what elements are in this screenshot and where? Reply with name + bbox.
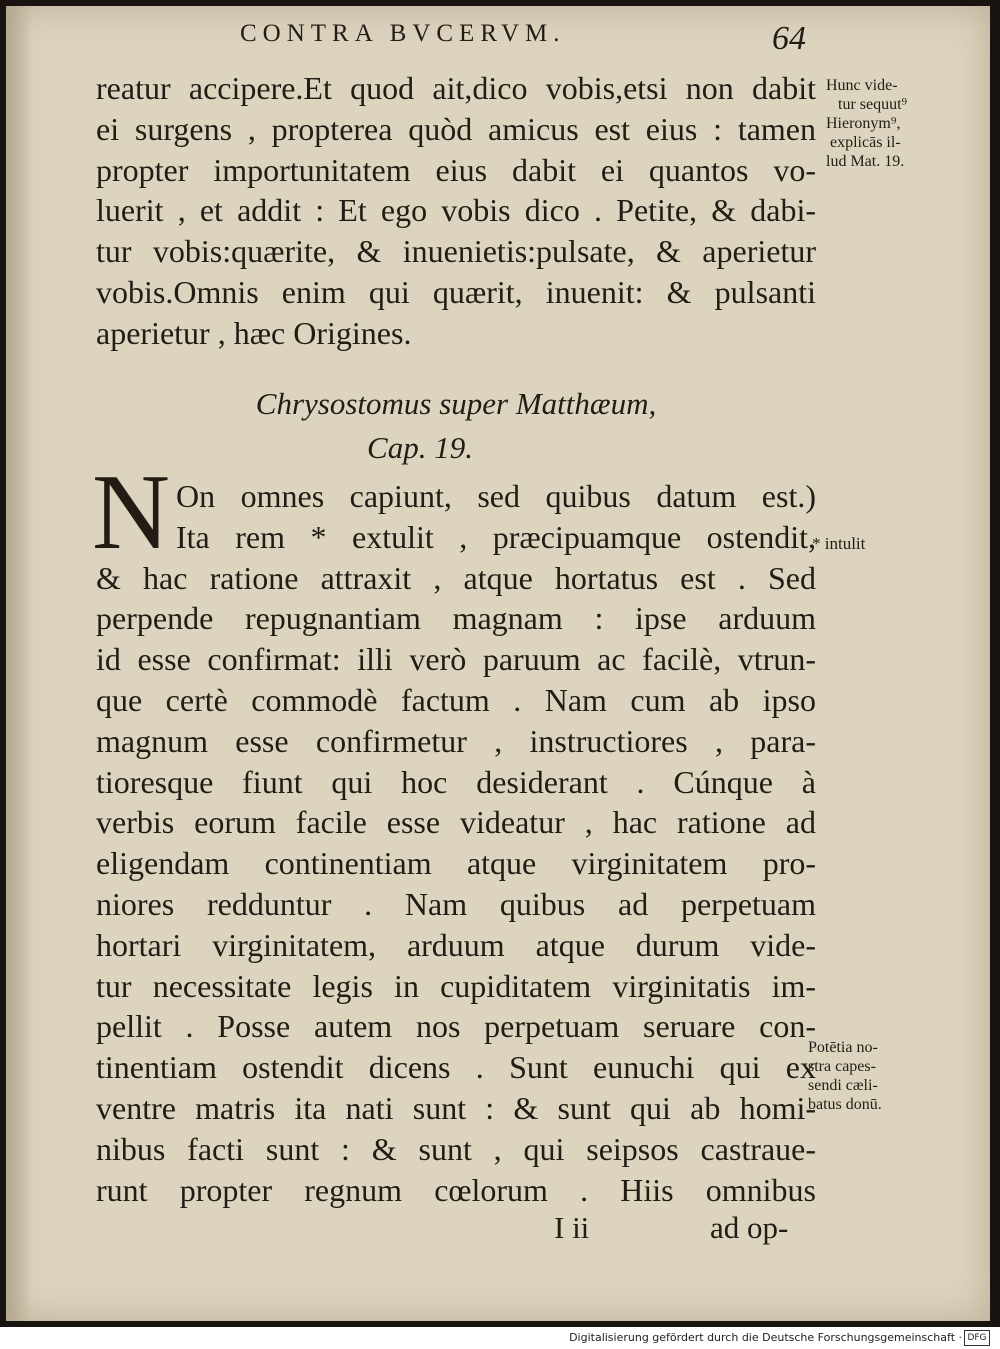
- text-line: verbis eorum facile esse videatur , hac ratione ad: [96, 804, 816, 841]
- margin-note-line: Hunc vide-: [826, 77, 898, 94]
- text-line: On omnes capiunt, sed quibus datum est.): [176, 478, 816, 514]
- text-line: ventre matris ita nati sunt : & sunt qui ab homi-: [96, 1089, 816, 1126]
- digitization-credit: Digitalisierung gefördert durch die Deutsche Forschungsgemeinschaft ·: [569, 1331, 962, 1344]
- text-line: niores redduntur . Nam quibus ad perpetuam: [96, 885, 816, 922]
- text-line: aperietur , hæc Origines.: [96, 314, 412, 351]
- text-line: id esse confirmat: illi verò paruum ac facilè, vtrun-: [96, 641, 816, 678]
- catchword: ad op-: [710, 1210, 789, 1245]
- margin-note-line: explicās il-: [830, 134, 901, 151]
- text-line: magnum esse confirmetur , instructiores , para-: [96, 722, 816, 759]
- text-block-chrysostomus: [96, 476, 816, 1210]
- signature-mark: I ii: [554, 1210, 590, 1245]
- text-line: vobis.Omnis enim qui quærit, inuenit: & pulsanti: [96, 273, 816, 310]
- text-line: pellit . Posse autem nos perpetuam seruare con-: [96, 1008, 816, 1045]
- text-line: perpende repugnantiam magnam : ipse arduum: [96, 600, 816, 637]
- footer-bar: [0, 1327, 1000, 1349]
- text-line: tur vobis:quærite, & inuenietis:pulsate, & aperietur: [96, 233, 816, 270]
- margin-note-intulit: * intulit: [812, 534, 866, 553]
- margin-note-line: lud Mat. 19.: [826, 153, 905, 170]
- text-line: luerit , et addit : Et ego vobis dico . Petite, & dabi-: [96, 192, 816, 229]
- text-line: reatur accipere.Et quod ait,dico vobis,etsi non dabit: [96, 70, 816, 106]
- text-line: hortari virginitatem, arduum atque durum vide-: [96, 926, 816, 963]
- text-line: ei surgens , propterea quòd amicus est eius : tamen: [96, 110, 816, 147]
- margin-note-line: stra capes-: [808, 1058, 876, 1075]
- running-head: CONTRA BVCERVM.: [240, 20, 566, 47]
- text-line: & hac ratione attraxit , atque hortatus est . Sed: [96, 559, 816, 596]
- text-line: que certè commodè factum . Nam cum ab ipso: [96, 681, 816, 718]
- text-line: tinentiam ostendit dicens . Sunt eunuchi qui ex: [96, 1049, 816, 1086]
- margin-note-line: batus donū.: [808, 1096, 882, 1113]
- text-line: propter importunitatem eius dabit ei quantos vo-: [96, 151, 816, 188]
- text-block-origines: [96, 68, 816, 354]
- text-line: nibus facti sunt : & sunt , qui seipsos castraue-: [96, 1130, 816, 1167]
- text-line: Ita rem * extulit , præcipuamque ostendit,: [176, 518, 816, 555]
- text-line: eligendam continentiam atque virginitatem pro-: [96, 845, 816, 882]
- margin-note-line: Potētia no-: [808, 1039, 878, 1056]
- page-number: 64: [772, 20, 806, 57]
- margin-note-line: tur sequut⁹: [838, 96, 908, 113]
- drop-cap: N: [92, 453, 170, 572]
- text-line: runt propter regnum cœlorum . Hiis omnibus: [96, 1171, 816, 1208]
- margin-note-hieronymus: [826, 76, 907, 171]
- text-line: tioresque fiunt qui hoc desiderant . Cúnque à: [96, 763, 816, 800]
- margin-note-line: Hieronym⁹,: [826, 115, 901, 132]
- section-heading: Chrysostomus super Matthæum,: [255, 386, 657, 421]
- section-heading-chapter: Cap. 19.: [367, 430, 473, 465]
- text-line: tur necessitate legis in cupiditatem virginitatis im-: [96, 967, 816, 1004]
- margin-note-line: sendi cæli-: [808, 1077, 878, 1094]
- dfg-logo: DFG: [964, 1330, 990, 1346]
- margin-note-potentia: [808, 1038, 882, 1114]
